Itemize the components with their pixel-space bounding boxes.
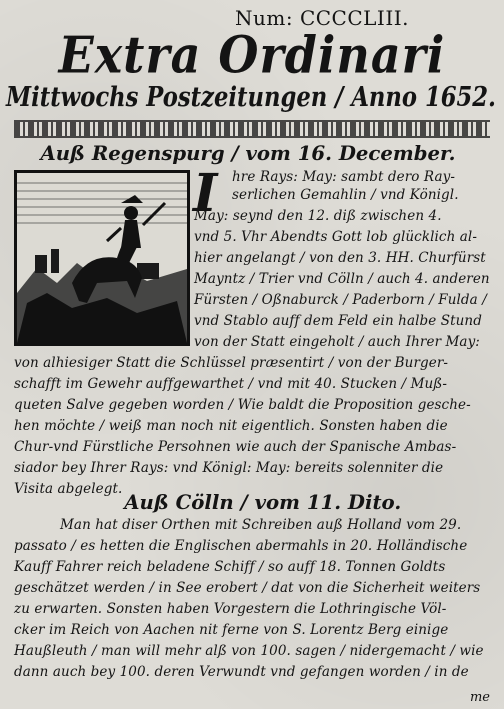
text-line: Visita abgelegt.: [14, 481, 123, 497]
text-line: hier angelangt / von den 3. HH. Churfürst: [194, 250, 486, 266]
text-line: Kauff Fahrer reich beladene Schiff / so auff 18. Tonnen Goldts: [14, 559, 446, 575]
text-line: May: seynd den 12. diß zwischen 4.: [194, 208, 442, 224]
text-line: Chur-vnd Fürstliche Persohnen wie auch der Spanische Ambas-: [14, 439, 457, 455]
rider-woodcut-icon: [17, 173, 187, 343]
text-line: vnd 5. Vhr Abendts Gott lob glücklich al-: [194, 229, 478, 245]
text-line: vnd Stablo auff dem Feld ein halbe Stund: [194, 313, 482, 329]
text-line: hre Rays: May: sambt dero Ray-: [232, 169, 456, 185]
text-line: queten Salve gegeben worden / Wie baldt die Proposition gesche-: [14, 397, 471, 413]
text-line: siador bey Ihrer Rays: vnd Königl: May: bereits solenniter die: [14, 460, 444, 476]
text-line: schafft im Gewehr auffgewarthet / vnd mit 40. Stucken / Muß-: [14, 376, 448, 392]
section-heading-regensburg: Auß Regenspurg / vom 16. December.: [40, 141, 456, 165]
text-line: von der Statt eingeholt / auch Ihrer May:: [194, 334, 480, 350]
woodcut-illustration: [14, 170, 190, 346]
text-line: passato / es hetten die Englischen abermahls in 20. Holländische: [14, 538, 468, 554]
text-line: Man hat diser Orthen mit Schreiben auß Holland vom 29.: [60, 517, 462, 533]
newspaper-subtitle: Mittwochs Postzeitungen / Anno 1652.: [6, 82, 496, 113]
drop-cap-initial: I: [193, 163, 218, 224]
catchword: me: [469, 690, 490, 705]
text-line: Haußleuth / man will mehr alß von 100. sagen / nidergemacht / wie: [14, 643, 484, 659]
text-line: hen möchte / weiß man noch nit eigentlich. Sonsten haben die: [14, 418, 448, 434]
text-line: serlichen Gemahlin / vnd Königl.: [232, 187, 459, 203]
text-line: cker im Reich von Aachen nit ferne von S. Lorentz Berg einige: [14, 622, 449, 638]
text-line: dann auch bey 100. deren Verwundt vnd gefangen worden / in de: [14, 664, 469, 680]
newspaper-title: Extra Ordinari: [58, 25, 446, 85]
text-line: von alhiesiger Statt die Schlüssel præsentirt / von der Burger-: [14, 355, 449, 371]
issue-number: Num: CCCCLIII.: [235, 6, 409, 30]
ornamental-border: [14, 120, 490, 138]
text-line: zu erwarten. Sonsten haben Vorgestern die Lothringische Völ-: [14, 601, 447, 617]
text-line: Mayntz / Trier vnd Cölln / auch 4. anderen: [194, 271, 490, 287]
section-heading-cologne: Auß Cölln / vom 11. Dito.: [124, 490, 402, 514]
text-line: geschätzet werden / in See erobert / dat von die Sicherheit weiters: [14, 580, 481, 596]
text-line: Fürsten / Oßnaburck / Paderborn / Fulda /: [194, 292, 487, 308]
